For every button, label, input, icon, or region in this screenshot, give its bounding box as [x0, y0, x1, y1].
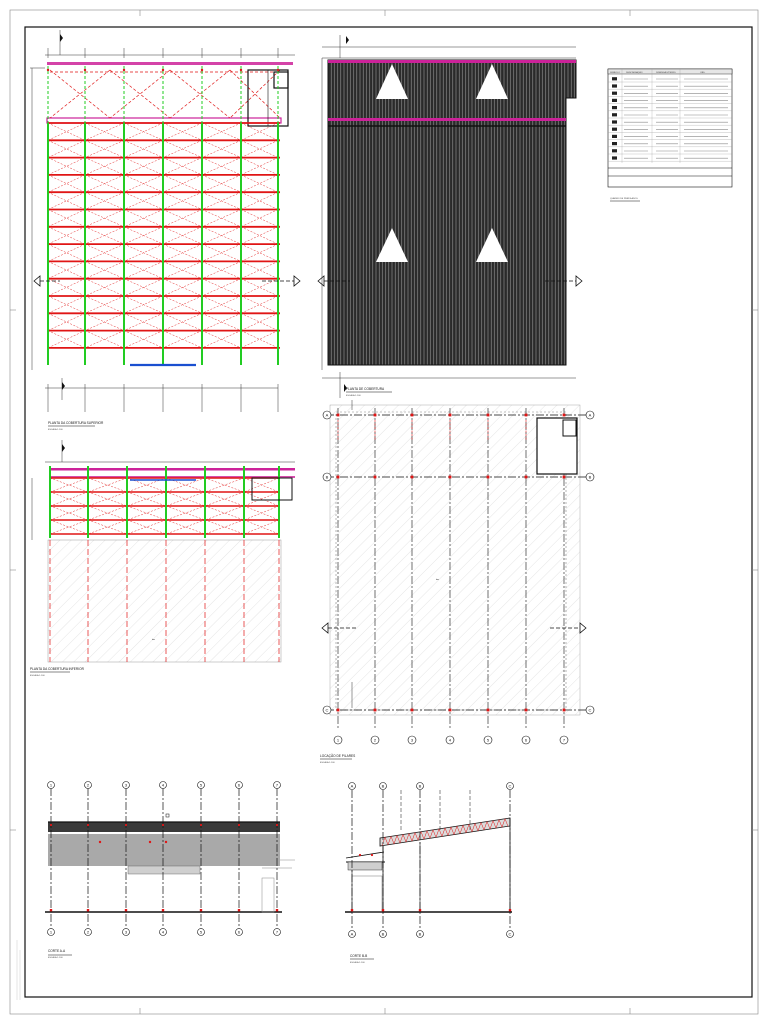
column-marker: [411, 476, 414, 479]
grid-bubble-label: 3: [124, 929, 128, 935]
column-marker: [87, 909, 89, 911]
grid-bubble-label: A: [350, 931, 354, 937]
column-marker: [563, 414, 566, 417]
grid-bubble-label: 7: [562, 737, 566, 743]
node-marker: [125, 824, 127, 826]
table-header: DIMENSÃO/PERFIL: [656, 71, 676, 74]
column-marker: [125, 909, 127, 911]
profile-symbol-icon: [612, 113, 617, 116]
view-scale: ESCALA 1:100: [48, 429, 63, 431]
view-title: PLANTA DE COBERTURA: [346, 387, 385, 391]
column-marker: [525, 476, 528, 479]
profile-symbol-icon: [612, 149, 617, 152]
column-marker: [162, 909, 164, 911]
column-marker: [449, 476, 452, 479]
column-marker: [449, 709, 452, 712]
grid-bubble-label: 7: [275, 782, 279, 788]
section-arrow-icon: [580, 623, 586, 633]
column-marker: [411, 709, 414, 712]
grid-bubble-label: 4: [161, 782, 165, 788]
grid-bubble-label: B: [381, 931, 385, 937]
grid-bubble-label: 1: [49, 782, 53, 788]
node-marker: [371, 854, 373, 856]
table-header: SÍMBOLO: [610, 71, 620, 74]
node-marker: [276, 824, 278, 826]
node-marker: [87, 824, 89, 826]
section-arrow-icon: [322, 623, 328, 633]
section-arrow-icon: [62, 444, 65, 452]
node-marker: [99, 841, 101, 843]
profile-symbol-icon: [612, 156, 617, 159]
node-marker: [162, 824, 164, 826]
column-marker: [374, 476, 377, 479]
section-arrow-icon: [60, 34, 63, 42]
node-marker: [359, 854, 361, 856]
column-marker: [563, 709, 566, 712]
node-marker: [149, 841, 151, 843]
view-title: PLANTA DA COBERTURA SUPERIOR: [48, 421, 104, 425]
table-header: DENOMINAÇÃO: [626, 71, 643, 74]
svg-text:⟵: ⟵: [152, 639, 156, 641]
profile-symbol-icon: [612, 99, 617, 102]
column-marker: [337, 709, 340, 712]
table-title: QUADRO DE PERFILADOS: [610, 198, 638, 200]
grid-bubble-label: 6: [237, 782, 241, 788]
column-marker: [374, 709, 377, 712]
node-marker: [162, 69, 164, 71]
grid-bubble-label: C: [588, 707, 592, 713]
section-arrow-icon: [294, 276, 300, 286]
grid-bubble-label: 1: [49, 929, 53, 935]
column-marker: [487, 476, 490, 479]
node-marker: [201, 69, 203, 71]
grid-bubble-label: 7: [275, 929, 279, 935]
column-marker: [351, 909, 353, 911]
grid-bubble-label: 4: [161, 929, 165, 935]
column-marker: [525, 709, 528, 712]
grid-bubble-label: 3: [410, 737, 414, 743]
column-location-plan-view: [320, 400, 594, 764]
column-marker: [411, 414, 414, 417]
profile-symbol-icon: [612, 92, 617, 95]
view-title: CORTE A-A: [48, 949, 66, 953]
node-marker: [50, 824, 52, 826]
column-marker: [238, 909, 240, 911]
column-marker: [563, 476, 566, 479]
section-arrow-icon: [576, 276, 582, 286]
profile-symbol-icon: [612, 135, 617, 138]
grid-bubble-label: B: [418, 783, 422, 789]
grid-bubble-label: 5: [486, 737, 490, 743]
grid-bubble-label: A: [588, 412, 592, 418]
column-marker: [382, 909, 384, 911]
section-arrow-icon: [318, 276, 324, 286]
profile-symbol-icon: [612, 142, 617, 145]
grid-bubble-label: B: [325, 474, 329, 480]
node-marker: [47, 69, 49, 71]
section-arrow-icon: [346, 36, 349, 44]
table-header: OBS.: [700, 71, 706, 74]
section-b-view: [345, 783, 514, 965]
grid-bubble-label: C: [508, 783, 512, 789]
lower-framing-plan-view: [30, 440, 295, 677]
column-marker: [50, 909, 52, 911]
column-marker: [374, 414, 377, 417]
profiles-table: [608, 69, 732, 201]
view-scale: ESCALA 1:100: [350, 962, 365, 964]
grid-bubble-label: A: [350, 783, 354, 789]
node-marker: [84, 69, 86, 71]
grid-bubble-label: 1: [336, 737, 340, 743]
column-marker: [449, 414, 452, 417]
column-marker: [525, 414, 528, 417]
column-marker: [509, 909, 511, 911]
grid-bubble-label: 5: [199, 782, 203, 788]
view-title: PLANTA DA COBERTURA INFERIOR: [30, 667, 84, 671]
column-marker: [200, 909, 202, 911]
profile-symbol-icon: [612, 128, 617, 131]
view-title: LOCAÇÃO DE PILARES: [320, 754, 356, 758]
section-arrow-icon: [62, 382, 65, 390]
grid-bubble-label: 5: [199, 929, 203, 935]
grid-bubble-label: 6: [524, 737, 528, 743]
grid-bubble-label: B: [588, 474, 592, 480]
node-marker: [240, 69, 242, 71]
column-marker: [487, 414, 490, 417]
profile-symbol-icon: [612, 106, 617, 109]
grid-bubble-label: C: [508, 931, 512, 937]
profile-symbol-icon: [612, 120, 617, 123]
grid-bubble-label: 4: [448, 737, 452, 743]
column-marker: [276, 909, 278, 911]
view-scale: ESCALA 1:100: [346, 395, 361, 397]
view-scale: ESCALA 1:100: [48, 957, 63, 959]
grid-bubble-label: B: [418, 931, 422, 937]
upper-framing-plan-view: [30, 30, 300, 431]
section-arrow-icon: [34, 276, 40, 286]
grid-bubble-label: 6: [237, 929, 241, 935]
profile-symbol-icon: [612, 77, 617, 80]
roof-plan-view: [318, 35, 582, 398]
node-marker: [238, 824, 240, 826]
node-marker: [123, 69, 125, 71]
node-marker: [165, 841, 167, 843]
svg-text:⟵: ⟵: [436, 579, 440, 581]
grid-bubble-label: 2: [373, 737, 377, 743]
profile-symbol-icon: [612, 84, 617, 87]
column-marker: [419, 909, 421, 911]
column-marker: [337, 476, 340, 479]
grid-bubble-label: A: [325, 412, 329, 418]
view-scale: ESCALA 1:100: [30, 675, 45, 677]
node-marker: [277, 69, 279, 71]
grid-bubble-label: B: [381, 783, 385, 789]
column-marker: [337, 414, 340, 417]
section-a-view: [45, 782, 295, 960]
node-marker: [200, 824, 202, 826]
view-scale: ESCALA 1:100: [320, 762, 335, 764]
column-marker: [487, 709, 490, 712]
grid-bubble-label: 3: [124, 782, 128, 788]
grid-bubble-label: 2: [86, 782, 90, 788]
view-title: CORTE B-B: [350, 954, 368, 958]
grid-bubble-label: 2: [86, 929, 90, 935]
grid-bubble-label: C: [325, 707, 329, 713]
